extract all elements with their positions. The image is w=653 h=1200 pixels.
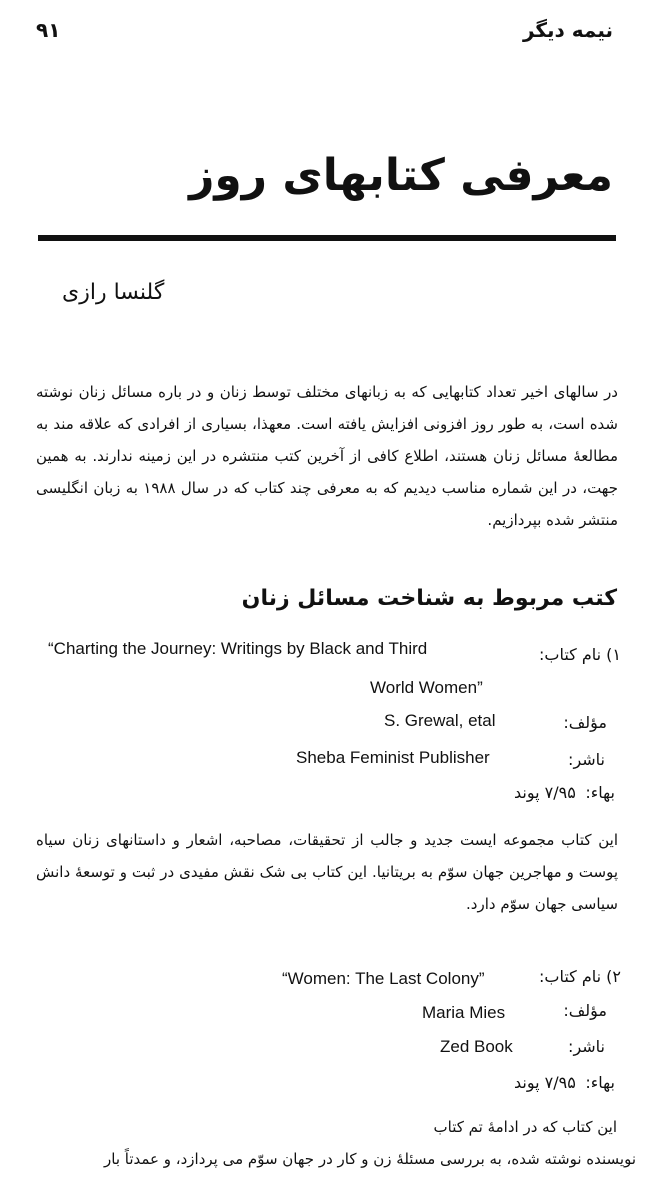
book-2-description-line-2: نویسنده نوشته شده، به بررسی مسئلهٔ زن و کار در جهان سوّم می پردازد، و عمدتاً بار — [104, 1150, 636, 1168]
book-2-title: “Women: The Last Colony” — [282, 969, 485, 988]
book-1-publisher-label: ناشر: — [568, 750, 605, 769]
book-1-publisher: Sheba Feminist Publisher — [296, 748, 490, 767]
book-1-title-line-2: World Women” — [370, 678, 483, 697]
book-1-price-label: بهاء: — [585, 783, 615, 802]
intro-paragraph: در سالهای اخیر تعداد کتابهایی که به زبانهای مختلف توسط زنان و در باره مسائل زنان نوشته شده است، به طور روز افزونی افزایش یافته است. معهذا، بسیاری از افرادی که علاقه مند به مطالعهٔ مسائل زنان هستند، اطلاع کافی از آخرین کتب منتشره در این زمینه ندارند. به همین جهت، در این شماره مناسب دیدیم که به معرفی چند کتاب که در سال ۱۹۸۸ به زبان انگلیسی منتشر شده بپردازیم. — [36, 383, 618, 529]
title-rule — [38, 235, 616, 241]
book-2-description-line-1: این کتاب که در ادامهٔ تم کتاب — [433, 1118, 617, 1136]
book-1-description: این کتاب مجموعه ایست جدید و جالب از تحقیقات، مصاحبه، اشعار و داستانهای زنان سیاه پوست و مهاجرین جهان سوّم به بریتانیا. این کتاب بی شک نقش مفیدی در ثبت و توسعهٔ دانش سیاسی جهان سوّم دارد. — [36, 831, 618, 913]
book-1-name-label: ۱) نام کتاب: — [538, 645, 621, 664]
section-heading: کتب مربوط به شناخت مسائل زنان — [241, 586, 617, 611]
book-2-name-label: ۲) نام کتاب: — [538, 967, 621, 986]
journal-name: نیمه دیگر — [522, 18, 613, 42]
book-2-publisher: Zed Book — [440, 1037, 513, 1056]
book-2-price: ۷/۹۵ پوند — [514, 1073, 576, 1092]
article-author: گلنسا رازی — [62, 280, 165, 305]
book-1-author-label: مؤلف: — [563, 713, 607, 732]
book-2-publisher-label: ناشر: — [568, 1037, 605, 1056]
book-1-price: ۷/۹۵ پوند — [514, 783, 576, 802]
book-1-author: S. Grewal, etal — [384, 711, 496, 730]
book-2-author-label: مؤلف: — [563, 1001, 607, 1020]
book-2-price-label: بهاء: — [585, 1073, 615, 1092]
page-number: ۹۱ — [36, 18, 61, 42]
article-title: معرفی کتابهای روز — [189, 150, 613, 201]
book-2-author: Maria Mies — [422, 1003, 506, 1022]
book-1-title-line-1: “Charting the Journey: Writings by Black and Third — [48, 639, 428, 658]
